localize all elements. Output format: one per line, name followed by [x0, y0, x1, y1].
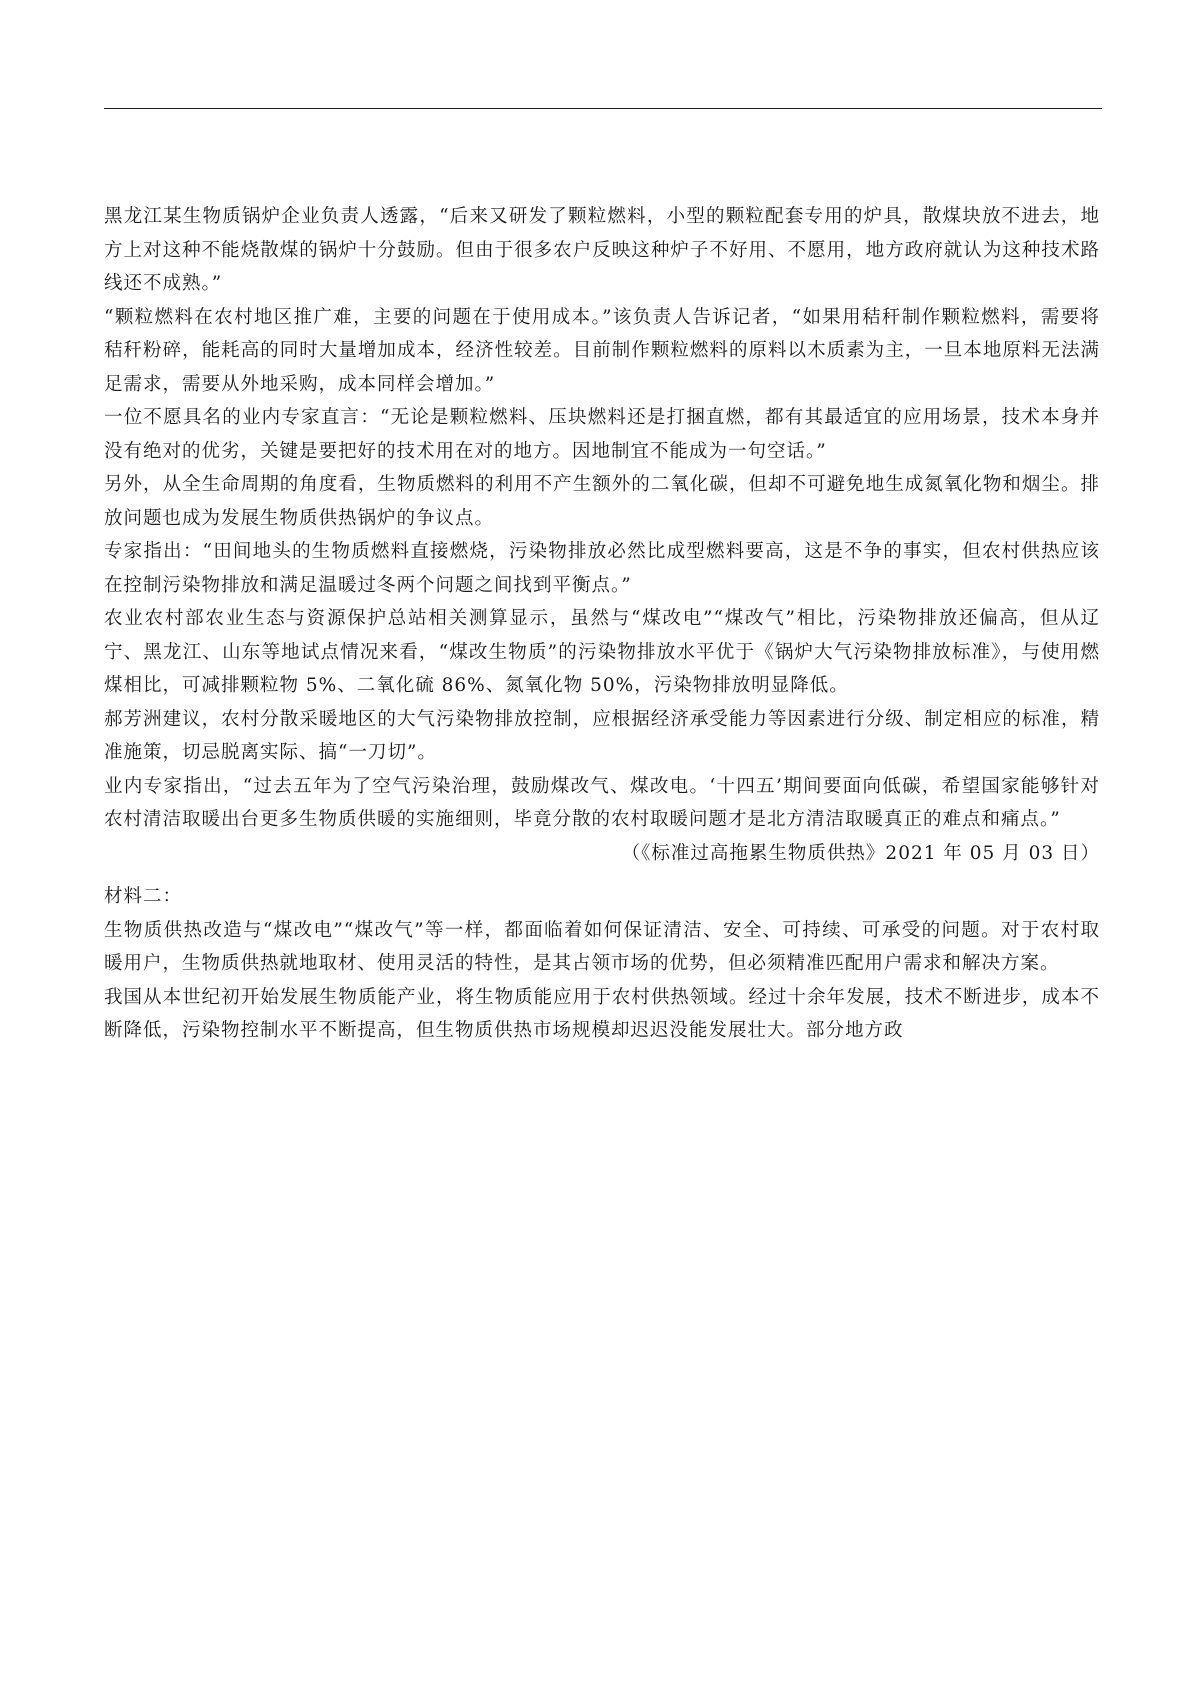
paragraph: 郝芳洲建议，农村分散采暖地区的大气污染物排放控制，应根据经济承受能力等因素进行分级、制定相应的标准，精准施策，切忌脱离实际、搞“一刀切”。 — [104, 708, 1100, 763]
article-body — [104, 200, 1100, 1048]
paragraph: 一位不愿具名的业内专家直言：“无论是颗粒燃料、压块燃料还是打捆直燃，都有其最适宜的应用场景，技术本身并没有绝对的优劣，关键是要把好的技术用在对的地方。因地制宜不能成为一句空话。” — [104, 407, 1100, 462]
source-citation: （《标准过高拖累生物质供热》2021 年 05 月 03 日） — [621, 842, 1100, 864]
paragraph: 农业农村部农业生态与资源保护总站相关测算显示，虽然与“煤改电”“煤改气”相比，污染物排放还偏高，但从辽宁、黑龙江、山东等地试点情况来看，“煤改生物质”的污染物排放水平优于《锅炉大气污染物排放标准》，与使用燃煤相比，可减排颗粒物 5%、二氧化硫 86%、氮氧化物 50%，污染物排放明显降低。 — [104, 608, 1100, 696]
paragraph: 我国从本世纪初开始发展生物质能产业，将生物质能应用于农村供热领域。经过十余年发展，技术不断进步，成本不断降低，污染物控制水平不断提高，但生物质供热市场规模却迟迟没能发展壮大。部分地方政 — [104, 986, 1100, 1041]
section-label: 材料二： — [104, 886, 183, 907]
header-rule — [104, 108, 1102, 109]
paragraph: 黑龙江某生物质锅炉企业负责人透露，“后来又研发了颗粒燃料，小型的颗粒配套专用的炉具，散煤块放不进去，地方上对这种不能烧散煤的锅炉十分鼓励。但由于很多农户反映这种炉子不好用、不愿用，地方政府就认为这种技术路线还不成熟。” — [104, 206, 1100, 294]
paragraph: 生物质供热改造与“煤改电”“煤改气”等一样，都面临着如何保证清洁、安全、可持续、可承受的问题。对于农村取暖用户，生物质供热就地取材、使用灵活的特性，是其占领市场的优势，但必须精准匹配用户需求和解决方案。 — [104, 919, 1100, 974]
paragraph: 业内专家指出，“过去五年为了空气污染治理，鼓励煤改气、煤改电。‘十四五’期间要面向低碳，希望国家能够针对农村清洁取暖出台更多生物质供暖的实施细则，毕竟分散的农村取暖问题才是北方清洁取暖真正的难点和痛点。” — [104, 775, 1100, 830]
paragraph: 另外，从全生命周期的角度看，生物质燃料的利用不产生额外的二氧化碳，但却不可避免地生成氮氧化物和烟尘。排放问题也成为发展生物质供热锅炉的争议点。 — [104, 474, 1100, 529]
paragraph: 专家指出：“田间地头的生物质燃料直接燃烧，污染物排放必然比成型燃料要高，这是不争的事实，但农村供热应该在控制污染物排放和满足温暖过冬两个问题之间找到平衡点。” — [104, 541, 1100, 596]
paragraph: “颗粒燃料在农村地区推广难，主要的问题在于使用成本。”该负责人告诉记者，“如果用秸秆制作颗粒燃料，需要将秸秆粉碎，能耗高的同时大量增加成本，经济性较差。目前制作颗粒燃料的原料以木质素为主，一旦本地原料无法满足需求，需要从外地采购，成本同样会增加。” — [104, 306, 1100, 395]
